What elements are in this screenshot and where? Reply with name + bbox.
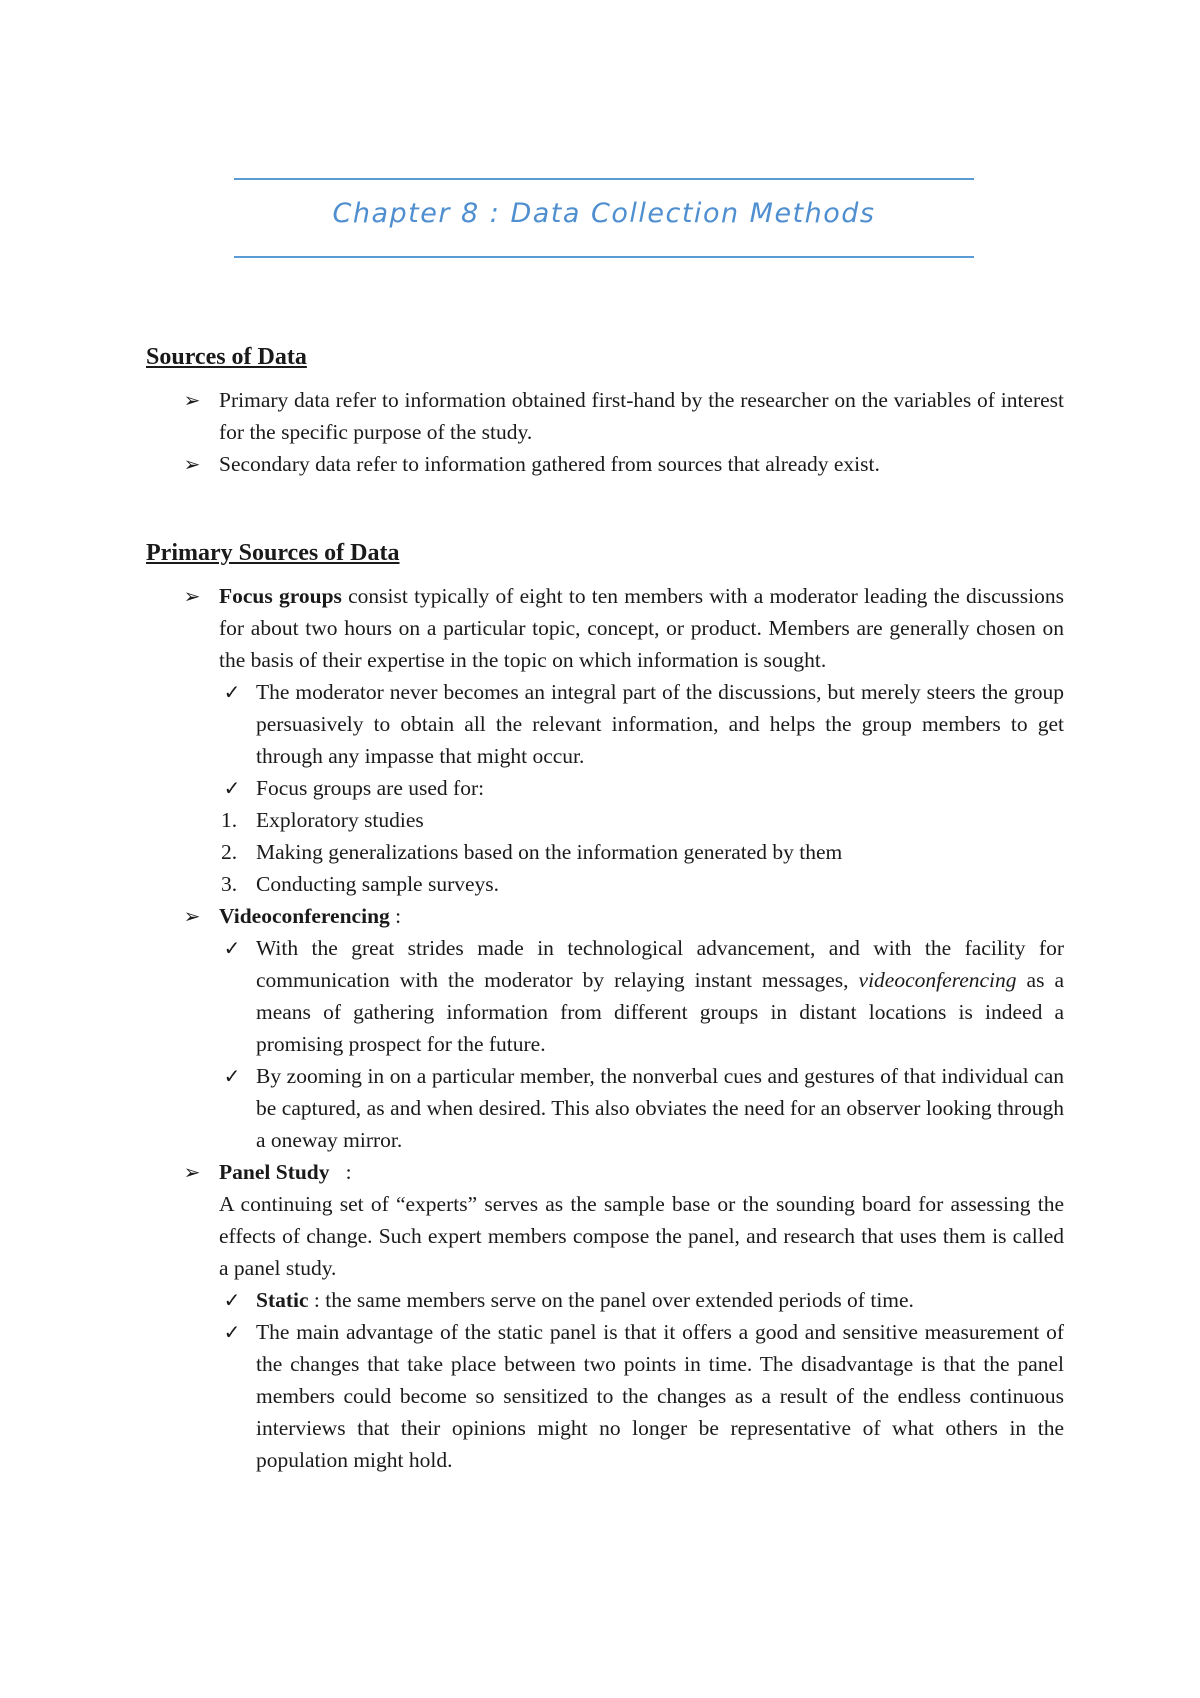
list-number: 3. [221,872,238,896]
arrow-bullet-icon: ➢ [183,1160,201,1184]
list-item [219,1060,1064,1156]
list-item-videoconferencing [146,900,1064,1156]
panel-study-suffix: : [329,1160,352,1184]
title-bottom-rule [234,256,974,258]
moderator-note: The moderator never becomes an integral part of the discussions, but merely steers the group persuasively to obtain all the relevant information, and helps the group members to get through any impasse that might occur. [256,680,1064,768]
check-bullet-icon: ✓ [223,1288,241,1312]
list-item [219,932,1064,1060]
arrow-bullet-icon: ➢ [183,452,201,476]
list-item [219,772,1064,804]
secondary-data-definition: Secondary data refer to information gathered from sources that already exist. [219,452,880,476]
sources-heading: Sources of Data [146,344,307,370]
focus-groups-uses-list [219,804,1064,900]
list-item [146,384,1064,448]
video-zoom-note: By zooming in on a particular member, the nonverbal cues and gestures of that individual can be captured, as and when desired. This also obviates the need for an observer looking through a oneway mirror. [256,1064,1064,1152]
sources-list [146,384,1064,480]
primary-sources-heading: Primary Sources of Data [146,540,400,566]
list-item [219,836,1064,868]
page-title: Chapter 8 : Data Collection Methods [332,198,876,229]
check-bullet-icon: ✓ [223,1064,241,1088]
static-panel-advantage: The main advantage of the static panel is that it offers a good and sensitive measurement of the changes that take place between two points in time. The disadvantage is that the panel members could become so sensitized to the changes as a result of the endless continuous interviews that their opinions might no longer be representative of what others in the population might hold. [256,1320,1064,1472]
check-bullet-icon: ✓ [223,680,241,704]
videoconferencing-term: Videoconferencing [219,904,390,928]
static-text: : the same members serve on the panel over extended periods of time. [308,1288,914,1312]
list-item [219,1316,1064,1476]
list-item [219,804,1064,836]
primary-data-definition: Primary data refer to information obtained first-hand by the researcher on the variables of interest for the specific purpose of the study. [219,388,1064,444]
panel-study-checks [219,1284,1064,1476]
list-number: 1. [221,808,238,832]
check-bullet-icon: ✓ [223,936,241,960]
panel-study-text: A continuing set of “experts” serves as the sample base or the sounding board for assessing the effects of change. Such expert members compose the panel, and research that uses them is called a panel study. [219,1192,1064,1280]
use-text: Making generalizations based on the information generated by them [256,840,843,864]
list-number: 2. [221,840,238,864]
videoconferencing-suffix: : [389,904,402,928]
videoconferencing-checks [219,932,1064,1156]
primary-sources-list [146,580,1064,1476]
list-item-panel-study [146,1156,1064,1476]
list-item [219,868,1064,900]
video-text-part1: With the great strides made in technological advancement, and with the facility for communication with the moderator by relaying instant messages, [256,936,1064,992]
check-bullet-icon: ✓ [223,1320,241,1344]
video-emphasis: videoconferencing [858,968,1017,992]
static-term: Static [256,1288,309,1312]
check-bullet-icon: ✓ [223,776,241,800]
title-top-rule [234,178,974,180]
arrow-bullet-icon: ➢ [183,584,201,608]
panel-study-term: Panel Study [219,1160,330,1184]
list-item [219,1284,1064,1316]
document-body [146,340,1064,1476]
focus-groups-checks [219,676,1064,804]
list-item-focus-groups [146,580,1064,900]
list-item [146,448,1064,480]
video-text-part2: as a means of gathering information from different groups in distant locations is indeed a promising prospect for the future. [256,968,1065,1056]
list-item [219,676,1064,772]
focus-groups-term: Focus groups [219,584,342,608]
focus-groups-uses-intro: Focus groups are used for: [256,776,485,800]
arrow-bullet-icon: ➢ [183,904,201,928]
title-block [234,178,974,258]
arrow-bullet-icon: ➢ [183,388,201,412]
use-text: Exploratory studies [256,808,424,832]
focus-groups-text: consist typically of eight to ten members with a moderator leading the discussions for about two hours on a particular topic, concept, or product. Members are generally chosen on the basis of their expertise in the topic on which information is sought. [219,584,1064,672]
use-text: Conducting sample surveys. [256,872,500,896]
